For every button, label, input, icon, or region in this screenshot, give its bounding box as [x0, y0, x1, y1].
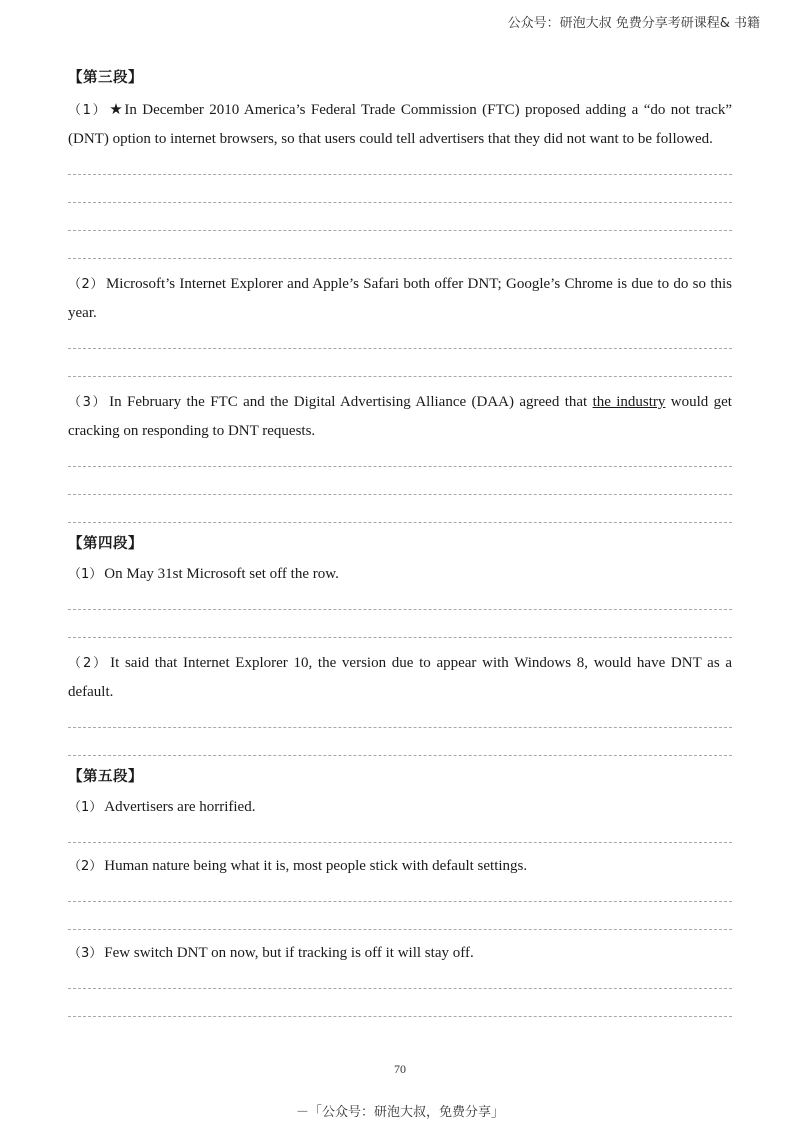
section-3 [68, 64, 732, 530]
sentence-text: （2） Microsoft’s Internet Explorer and Apple’s Safari both offer DNT; Google’s Chrome is due to do so this year. [68, 276, 732, 321]
answer-line[interactable] [68, 707, 732, 735]
answer-line[interactable] [68, 328, 732, 356]
footer-note: －「公众号：研泡大叔，免费分享」 [295, 1105, 504, 1120]
sentence-5-2 [68, 852, 732, 937]
sentence-text: （3） Few switch DNT on now, but if tracking is off it will stay off. [68, 945, 474, 961]
answer-line[interactable] [68, 968, 732, 996]
answer-line[interactable] [68, 356, 732, 384]
answer-line[interactable] [68, 182, 732, 210]
sentence-5-1 [68, 793, 732, 850]
sentence-text: （1） ★In December 2010 America’s Federal Trade Commission (FTC) proposed adding a “do not track” (DNT) option to internet browsers, so that users could tell advertisers that they did not want to be followed. [68, 102, 732, 147]
sentence-3-3 [68, 388, 732, 530]
answer-line[interactable] [68, 589, 732, 617]
sentence-text: （2） It said that Internet Explorer 10, the version due to appear with Windows 8, would have DNT as a default. [68, 655, 732, 700]
sentence-4-1 [68, 560, 732, 645]
answer-line[interactable] [68, 996, 732, 1024]
sentence-text: （1） On May 31st Microsoft set off the row. [68, 566, 339, 582]
answer-line[interactable] [68, 881, 732, 909]
section-4 [68, 530, 732, 763]
sentence-4-2 [68, 649, 732, 763]
sentence-text: （3） In February the FTC and the Digital Advertising Alliance (DAA) agreed that the industry would get cracking on responding to DNT requests. [68, 394, 732, 439]
section-title: 【第五段】 [68, 769, 143, 785]
answer-line[interactable] [68, 617, 732, 645]
page-number: 70 [394, 1062, 406, 1076]
section-title: 【第四段】 [68, 536, 143, 552]
answer-line[interactable] [68, 822, 732, 850]
underlined-phrase: the industry [592, 394, 666, 410]
header-note: 公众号：研泡大叔 免费分享考研课程& 书籍 [507, 16, 760, 31]
answer-line[interactable] [68, 502, 732, 530]
sentence-text: （2） Human nature being what it is, most people stick with default settings. [68, 858, 528, 874]
answer-line[interactable] [68, 154, 732, 182]
sentence-text: （1） Advertisers are horrified. [68, 799, 256, 815]
sentence-3-2 [68, 270, 732, 384]
answer-line[interactable] [68, 735, 732, 763]
answer-line[interactable] [68, 446, 732, 474]
answer-line[interactable] [68, 474, 732, 502]
section-title: 【第三段】 [68, 70, 143, 86]
sentence-3-1 [68, 96, 732, 266]
answer-line[interactable] [68, 210, 732, 238]
document-body [68, 64, 732, 1024]
answer-line[interactable] [68, 238, 732, 266]
answer-line[interactable] [68, 909, 732, 937]
section-5 [68, 763, 732, 1024]
sentence-5-3 [68, 939, 732, 1024]
